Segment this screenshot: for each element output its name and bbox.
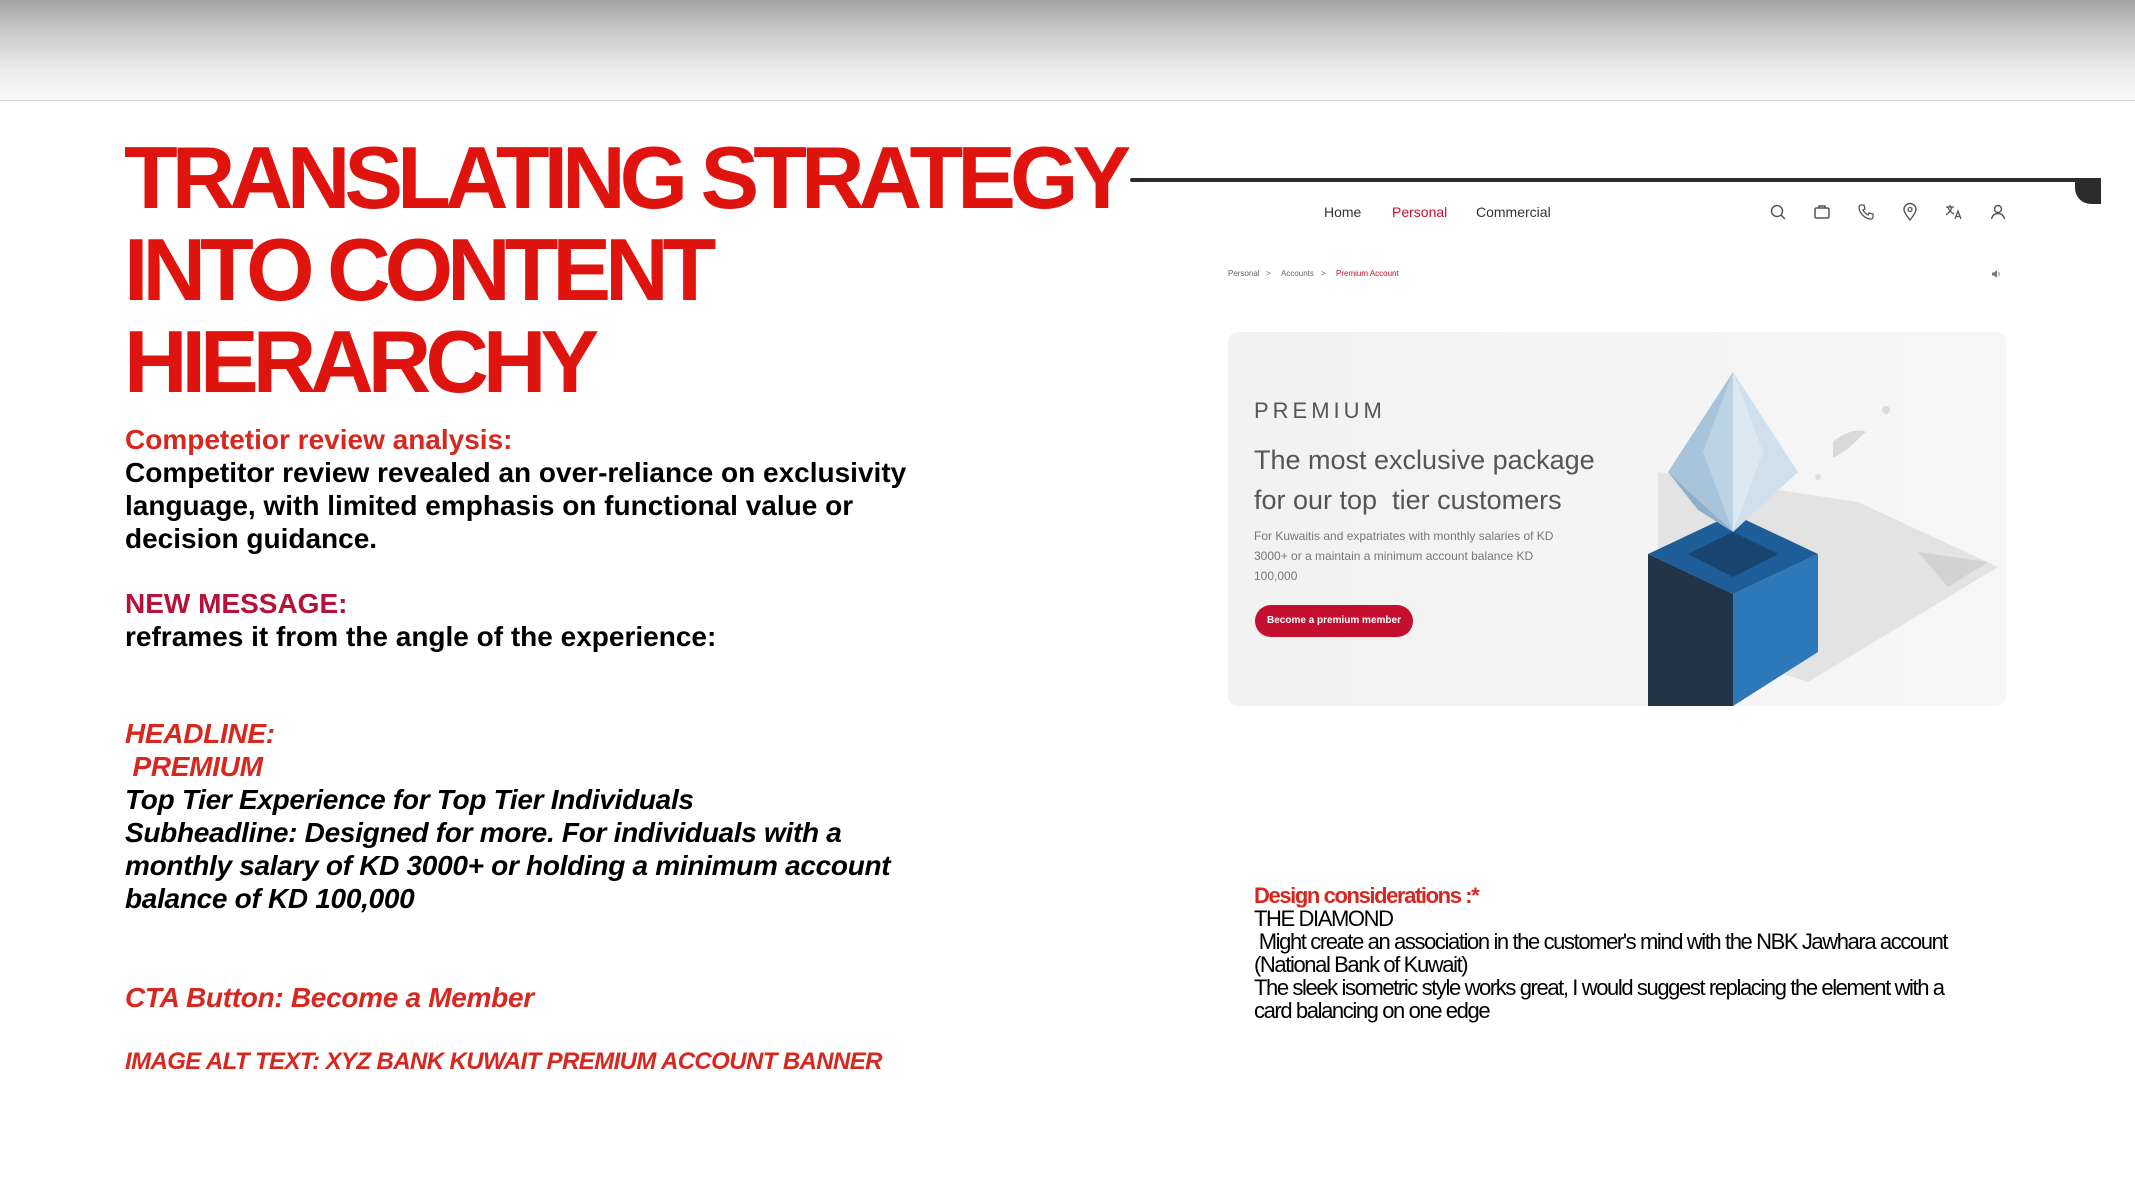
title-line: HIERARCHY (124, 312, 594, 411)
headline-text-line: Subheadline: Designed for more. For individuals with a (125, 817, 842, 848)
hero-body-line: 100,000 (1254, 569, 1298, 583)
competitor-text-line: Competitor review revealed an over-reliance on exclusivity (125, 457, 907, 488)
headline-value: PREMIUM (125, 751, 263, 782)
design-considerations (1254, 884, 2094, 1022)
location-pin-icon[interactable] (1899, 201, 1921, 223)
premium-hero-banner (1228, 332, 2006, 706)
headline-text-line: Top Tier Experience for Top Tier Individuals (125, 784, 694, 815)
diamond-illustration (1628, 332, 2006, 706)
headline-label: HEADLINE: (125, 718, 275, 749)
briefcase-icon[interactable] (1811, 201, 1833, 223)
competitor-text-line: language, with limited emphasis on functional value or (125, 490, 854, 521)
hero-headline-line: for our top tier customers (1254, 485, 1562, 515)
competitor-section (125, 423, 1045, 555)
new-message-section (125, 587, 1045, 653)
design-line: The sleek isometric style works great, I would suggest replacing the element with a (1254, 975, 1944, 1000)
search-icon[interactable] (1767, 201, 1789, 223)
become-premium-member-button[interactable]: Become a premium member (1255, 605, 1413, 637)
hero-kicker: PREMIUM (1254, 398, 1386, 423)
speaker-icon[interactable] (1990, 268, 2002, 280)
slide-title (124, 128, 1224, 411)
design-line: (National Bank of Kuwait) (1254, 952, 1468, 977)
new-message-text: reframes it from the angle of the experience: (125, 621, 717, 652)
breadcrumb-separator: > (1321, 269, 1326, 278)
title-line: TRANSLATING STRATEGY (124, 128, 1126, 227)
headline-section (125, 717, 1045, 915)
hero-headline (1254, 440, 1634, 520)
breadcrumb-item[interactable]: Personal (1228, 269, 1260, 278)
screenshot-top-rule (1130, 178, 2100, 182)
hero-headline-line: The most exclusive package (1254, 445, 1595, 475)
headline-text-line: monthly salary of KD 3000+ or holding a minimum account (125, 850, 891, 881)
cta-note: CTA Button: Become a Member (125, 982, 534, 1013)
top-gradient-bar (0, 0, 2135, 101)
breadcrumb-separator: > (1266, 269, 1271, 278)
breadcrumb-current: Premium Account (1336, 269, 1399, 278)
hero-body-line: 3000+ or a maintain a minimum account balance KD (1254, 549, 1534, 563)
design-line: THE DIAMOND (1254, 906, 1393, 931)
new-message-label: NEW MESSAGE: (125, 588, 348, 619)
headline-text-line: balance of KD 100,000 (125, 883, 415, 914)
phone-icon[interactable] (1855, 201, 1877, 223)
design-line: card balancing on one edge (1254, 998, 1490, 1023)
screenshot-corner-knob (2075, 178, 2101, 204)
translate-icon[interactable] (1943, 201, 1965, 223)
hero-body (1254, 526, 1594, 586)
nav-link-personal[interactable]: Personal (1392, 204, 1448, 220)
title-line: INTO CONTENT (124, 220, 711, 319)
nav-link-commercial[interactable]: Commercial (1476, 204, 1551, 220)
user-icon[interactable] (1987, 201, 2009, 223)
design-line: Might create an association in the customer's mind with the NBK Jawhara account (1254, 929, 1948, 954)
image-alt-text-note: IMAGE ALT TEXT: XYZ BANK KUWAIT PREMIUM ACCOUNT BANNER (125, 1048, 882, 1075)
competitor-label: Competetior review analysis: (125, 424, 513, 455)
nav-link-home[interactable]: Home (1324, 204, 1362, 220)
hero-body-line: For Kuwaitis and expatriates with monthly salaries of KD (1254, 529, 1554, 543)
design-considerations-label: Design considerations :* (1254, 883, 1479, 908)
competitor-text-line: decision guidance. (125, 523, 378, 554)
breadcrumb-item[interactable]: Accounts (1281, 269, 1314, 278)
